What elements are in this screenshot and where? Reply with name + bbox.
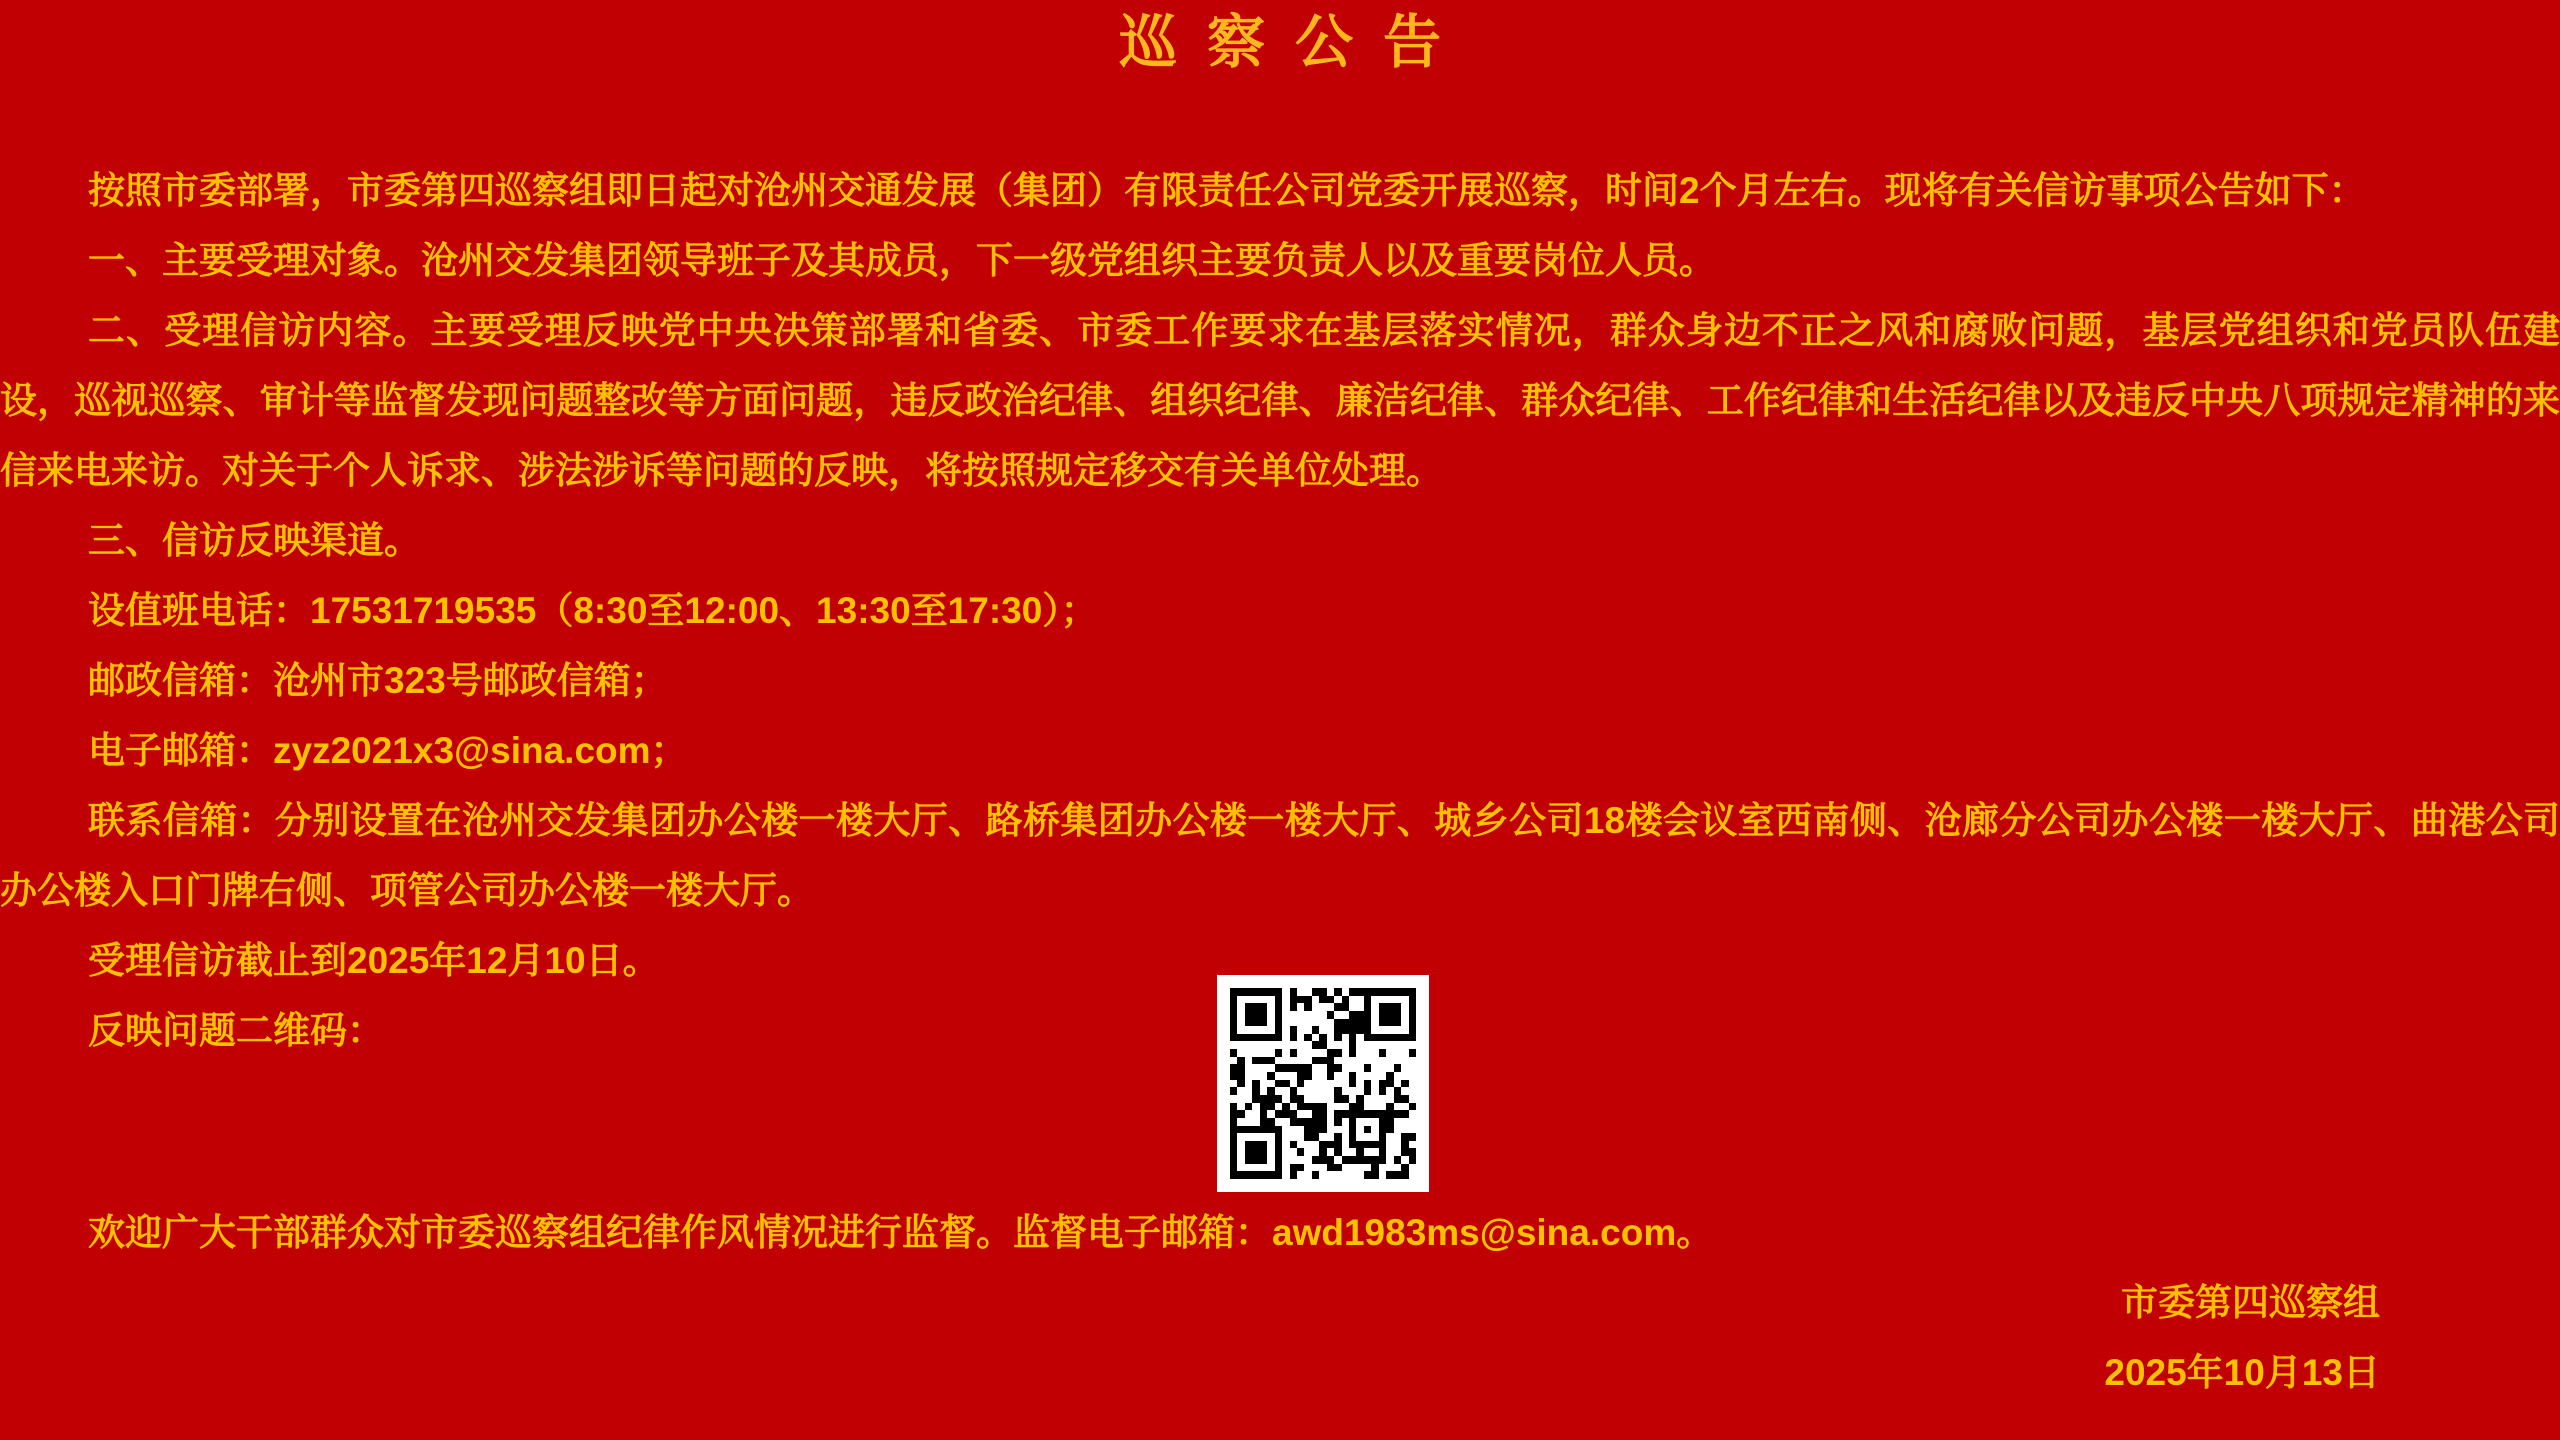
notice-paragraph: 按照市委部署，市委第四巡察组即日起对沧州交通发展（集团）有限责任公司党委开展巡察，时间2个月左右。现将有关信访事项公告如下： bbox=[88, 170, 2366, 211]
qr-row bbox=[0, 996, 2560, 1198]
supervision-line: 欢迎广大干部群众对市委巡察组纪律作风情况进行监督。监督电子邮箱：awd1983ms@sina.com。 bbox=[88, 1212, 1714, 1253]
notice-paragraph: 邮政信箱：沧州市323号邮政信箱； bbox=[88, 660, 668, 701]
inspection-notice-page bbox=[0, 6, 2560, 1440]
signature: 市委第四巡察组 bbox=[2121, 1282, 2380, 1323]
notice-title: 巡察公告 bbox=[1118, 8, 1471, 76]
notice-paragraph: 电子邮箱：zyz2021x3@sina.com； bbox=[88, 730, 688, 771]
signature-date: 2025年10月13日 bbox=[2104, 1352, 2380, 1393]
qr-code-pattern bbox=[1230, 988, 1416, 1179]
notice-paragraph: 设值班电话：17531719535（8:30至12:00、13:30至17:30）； bbox=[88, 590, 1098, 631]
notice-body bbox=[0, 156, 2560, 996]
notice-paragraph: 联系信箱：分别设置在沧州交发集团办公楼一楼大厅、路桥集团办公楼一楼大厅、城乡公司18楼会议室西南侧、沧廊分公司办公楼一楼大厅、曲港公司办公楼入口门牌右侧、项管公司办公楼一楼大厅。 bbox=[0, 800, 2560, 911]
notice-paragraph: 三、信访反映渠道。 bbox=[88, 520, 421, 561]
notice-paragraph: 一、主要受理对象。沧州交发集团领导班子及其成员，下一级党组织主要负责人以及重要岗位人员。 bbox=[88, 240, 1716, 281]
qr-label: 反映问题二维码： bbox=[88, 1010, 384, 1051]
notice-paragraph: 受理信访截止到2025年12月10日。 bbox=[88, 940, 660, 981]
qr-code bbox=[1217, 975, 1429, 1192]
notice-paragraph: 二、受理信访内容。主要受理反映党中央决策部署和省委、市委工作要求在基层落实情况，群众身边不正之风和腐败问题，基层党组织和党员队伍建设，巡视巡察、审计等监督发现问题整改等方面问题，违反政治纪律、组织纪律、廉洁纪律、群众纪律、工作纪律和生活纪律以及违反中央八项规定精神的来信来电来访。对关于个人诉求、涉法涉诉等问题的反映，将按照规定移交有关单位处理。 bbox=[0, 310, 2560, 491]
